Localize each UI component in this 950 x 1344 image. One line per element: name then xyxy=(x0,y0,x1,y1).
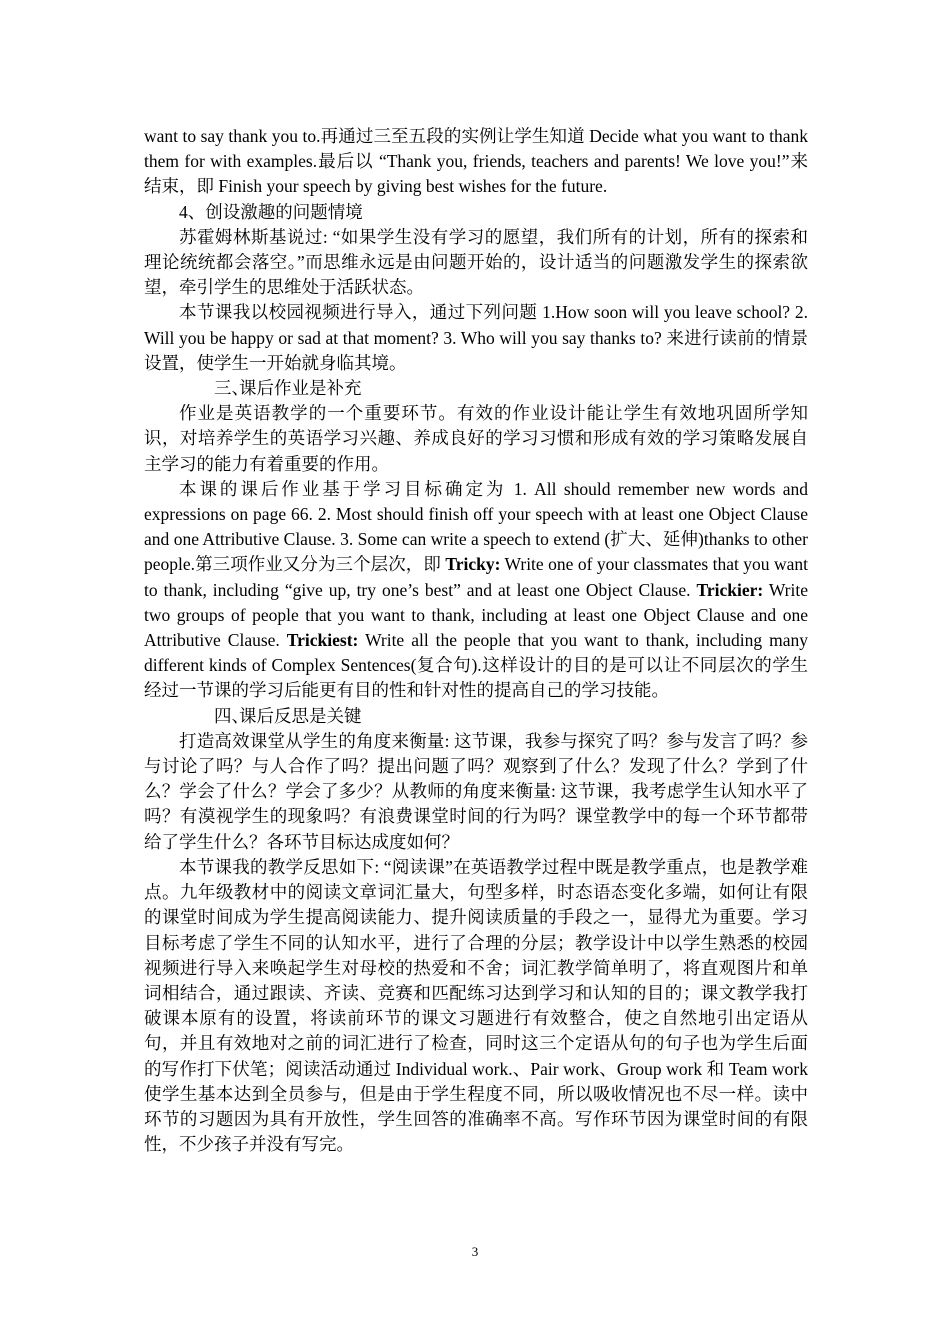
paragraph-efficiency-measures: 打造高效课堂从学生的角度来衡量: 这节课，我参与探究了吗？参与发言了吗？参与讨论了吗？与人合作了吗？提出问题了吗？观察到了什么？发现了什么？学到了什么？学会了什么？学会了多少？从教师的角度来衡量: 这节课，我考虑学生认知水平了吗？有漠视学生的现象吗？有浪费课堂时间的行为吗？课堂教学中的每一个环节都带给了学生什么？各环节目标达成度如何？ xyxy=(144,730,808,852)
subheading-question-situation: 4、创设激趣的问题情境 xyxy=(179,201,363,222)
text-run: 本课的课后作业基于学习目标确定为 1. All should remember new words and expressions on page 66. 2. Most should finish off your speech with at least one Object Clause and one Attributive Clause. 3. Some can write a speech to extend (扩大、延伸)thanks to other people.第三项作业又分为三个层次，即 xyxy=(144,478,808,575)
page-number: 3 xyxy=(471,1244,479,1259)
paragraph-homework-levels xyxy=(144,477,808,704)
section-title: 课后作业是补充 xyxy=(239,378,362,399)
level-label-trickiest: Trickiest: xyxy=(286,630,359,651)
paragraph-intro-continuation: want to say thank you to.再通过三至五段的实例让学生知道 Decide what you want to thank them for with examples.最后以 “Thank you, friends, teachers and parents! We love you!”来结束，即 Finish your speech by giving best wishes for the future. xyxy=(144,126,808,197)
paragraph-teaching-reflection: 本节课我的教学反思如下: “阅读课”在英语教学过程中既是教学重点，也是教学难点。九年级教材中的阅读文章词汇量大，句型多样，时态语态变化多端，如何让有限的课堂时间成为学生提高阅读能力、提升阅读质量的手段之一，显得尤为重要。学习目标考虑了学生不同的认知水平，进行了合理的分层；教学设计中以学生熟悉的校园视频进行导入来唤起学生对母校的热爱和不舍；词汇教学简单明了，将直观图片和单词相结合，通过跟读、齐读、竞赛和匹配练习达到学习和认知的目的；课文教学我打破课本原有的设置，将读前环节的课文习题进行有效整合，使之自然地引出定语从句，并且有效地对之前的词汇进行了检查，同时这三个定语从句的句子也为学生后面的写作打下伏笔；阅读活动通过 Individual work.、Pair work、Group work 和 Team work 使学生基本达到全员参与，但是由于学生程度不同，所以吸收情况也不尽一样。读中环节的习题因为具有开放性，学生回答的准确率不高。写作环节因为课堂时间的有限性，不少孩子并没有写完。 xyxy=(144,856,808,1155)
section-number: 四、 xyxy=(214,705,249,726)
section-heading-reflection xyxy=(144,704,808,729)
level-label-tricky: Tricky: xyxy=(445,554,501,575)
section-number: 三、 xyxy=(214,378,249,399)
level-label-trickier: Trickier: xyxy=(696,579,764,600)
section-heading-homework xyxy=(144,376,808,401)
text-run: Write all the people that you want to thank, including many different kinds of Complex Sentences(复合句).这样设计的目的是可以让不同层次的学生经过一节课的学习后能更有目的性和针对性的提高自己的学习技能。 xyxy=(144,630,808,701)
section-title: 课后反思是关键 xyxy=(239,705,362,726)
paragraph-sukhomlinsky-quote: 苏霍姆林斯基说过: “如果学生没有学习的愿望，我们所有的计划，所有的探索和理论统统都会落空。”而思维永远是由问题开始的，设计适当的问题激发学生的探索欲望，牵引学生的思维处于活跃状态。 xyxy=(144,226,808,298)
text-run: Write one of your classmates that you want to thank, including “give up, try one’s best” and at least one Object Clause. xyxy=(144,554,808,600)
document-body xyxy=(144,124,808,1157)
paragraph-homework-importance: 作业是英语教学的一个重要环节。有效的作业设计能让学生有效地巩固所学知识，对培养学生的英语学习兴趣、养成良好的学习习惯和形成有效的学习策略发展自主学习的能力有着重要的作用。 xyxy=(144,403,808,474)
paragraph-video-lead-in: 本节课我以校园视频进行导入，通过下列问题 1.How soon will you leave school? 2. Will you be happy or sad at that moment? 3. Who will you say thanks to? 来进行读前的情景设置，使学生一开始就身临其境。 xyxy=(144,302,808,373)
text-run: Write two groups of people that you want to thank, including at least one Object Clause and one Attributive Clause. xyxy=(144,579,808,651)
